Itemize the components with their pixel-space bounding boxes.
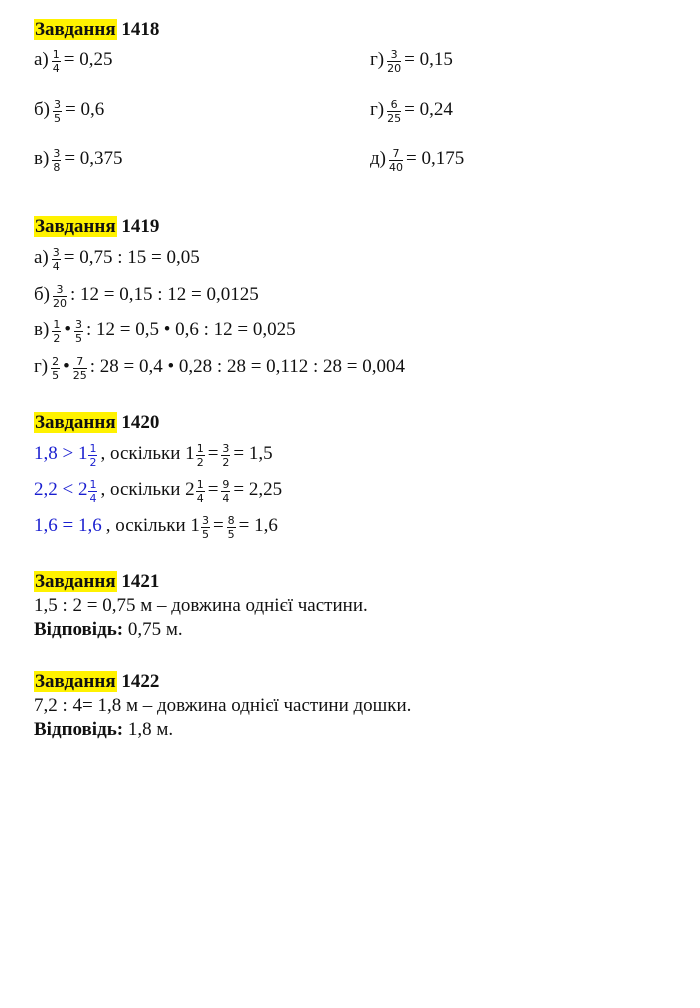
denominator: 5: [54, 111, 61, 125]
expression: : 28 = 0,4 • 0,28 : 28 = 0,112 : 28 = 0,004: [89, 356, 405, 377]
fraction: [387, 99, 401, 124]
fraction: [221, 479, 230, 504]
heading-word: Завдання: [35, 216, 116, 237]
numerator: 7: [76, 354, 84, 368]
comparison: [34, 442, 100, 467]
fraction: [74, 319, 83, 344]
fraction: [52, 319, 61, 344]
answer-label: Відповідь:: [34, 719, 124, 740]
equals: =: [212, 515, 224, 536]
result: = 1,6: [238, 515, 278, 536]
equals: =: [207, 479, 219, 500]
numerator: 9: [222, 477, 230, 491]
task-1419-item-b: [34, 282, 259, 308]
denominator: 25: [387, 111, 402, 125]
numerator: 3: [74, 317, 82, 331]
fraction: [52, 49, 61, 74]
equals: =: [207, 443, 219, 464]
item-label: в): [34, 319, 50, 340]
fraction: [389, 148, 403, 173]
fraction: [52, 148, 61, 173]
comparison: [34, 478, 100, 503]
task-1418-item-c: [34, 146, 123, 172]
expression: : 12 = 0,15 : 12 = 0,0125: [70, 284, 259, 305]
multiply-dot: •: [64, 319, 71, 340]
result: = 0,375: [64, 148, 123, 169]
comparison-text: 2,2 < 2: [34, 479, 88, 500]
answer-value: 0,75 м.: [127, 619, 183, 640]
numerator: 2: [52, 354, 60, 368]
denominator: 4: [89, 491, 97, 505]
numerator: 1: [89, 477, 97, 491]
task-1419-item-d: [34, 354, 405, 380]
heading-word: Завдання: [35, 19, 116, 40]
denominator: 2: [89, 455, 97, 469]
fraction: [88, 479, 97, 504]
item-label: г): [34, 356, 49, 377]
result: = 1,5: [233, 443, 273, 464]
denominator: 20: [53, 296, 67, 310]
task-1420-line-1: [34, 441, 273, 467]
result: = 0,175: [406, 148, 465, 169]
fraction: [73, 356, 87, 381]
fraction: [196, 479, 205, 504]
task-number: 1418: [121, 19, 160, 40]
denominator: 4: [52, 61, 60, 75]
task-1420-line-2: [34, 477, 282, 503]
numerator: 3: [222, 441, 230, 455]
task-1422-heading: [34, 671, 159, 693]
denominator: 5: [74, 331, 82, 345]
task-1418-item-d: [370, 47, 453, 73]
task-1421-solution: 1,5 : 2 = 0,75 м – довжина однієї частини.: [34, 595, 368, 616]
fraction: [52, 247, 61, 272]
denominator: 8: [53, 160, 61, 174]
multiply-dot: •: [63, 356, 70, 377]
task-number: 1419: [121, 216, 160, 237]
item-label: д): [370, 148, 386, 169]
numerator: 1: [196, 441, 204, 455]
denominator: 40: [389, 160, 403, 174]
explanation: , оскільки 1: [105, 515, 200, 536]
item-label: г): [370, 49, 385, 70]
item-label: а): [34, 247, 49, 268]
fraction: [227, 515, 236, 540]
numerator: 3: [201, 513, 209, 527]
item-label: г): [370, 99, 385, 120]
fraction: [387, 49, 401, 74]
task-1422-answer: [34, 719, 173, 741]
denominator: 5: [201, 527, 209, 541]
numerator: 1: [196, 477, 204, 491]
denominator: 4: [196, 491, 204, 505]
result: = 0,15: [404, 49, 453, 70]
fraction: [201, 515, 210, 540]
fraction: [53, 99, 62, 124]
result: = 0,24: [404, 99, 453, 120]
denominator: 4: [222, 491, 230, 505]
fraction: [221, 443, 230, 468]
numerator: 3: [390, 47, 398, 61]
explanation: , оскільки 2: [100, 479, 195, 500]
denominator: 2: [53, 331, 61, 345]
fraction: [88, 443, 97, 468]
numerator: 3: [52, 245, 60, 259]
result: = 0,25: [63, 49, 113, 70]
task-1418-heading: [34, 19, 159, 41]
task-1418-item-f: [370, 146, 464, 172]
numerator: 3: [54, 97, 61, 111]
task-number: 1422: [121, 671, 160, 692]
task-1418-item-e: [370, 97, 453, 123]
expression: : 12 = 0,5 • 0,6 : 12 = 0,025: [85, 319, 296, 340]
denominator: 2: [196, 455, 204, 469]
heading-word: Завдання: [35, 412, 116, 433]
task-1419-item-a: [34, 245, 200, 271]
denominator: 5: [52, 368, 60, 382]
fraction: [53, 284, 67, 309]
answer-value: 1,8 м.: [127, 719, 174, 740]
numerator: 1: [53, 317, 61, 331]
result: = 0,6: [65, 99, 105, 120]
item-label: б): [34, 284, 50, 305]
task-number: 1421: [121, 571, 160, 592]
comparison-text: 1,8 > 1: [34, 443, 88, 464]
item-label: в): [34, 148, 50, 169]
answer-label: Відповідь:: [34, 619, 124, 640]
denominator: 20: [387, 61, 402, 75]
numerator: 1: [89, 441, 97, 455]
task-1420-line-3: [34, 513, 278, 539]
numerator: 3: [53, 146, 61, 160]
numerator: 6: [390, 97, 398, 111]
task-number: 1420: [121, 412, 160, 433]
task-1422-solution: 7,2 : 4= 1,8 м – довжина однієї частини дошки.: [34, 695, 412, 716]
fraction: [196, 443, 205, 468]
result: = 2,25: [233, 479, 283, 500]
numerator: 1: [52, 47, 60, 61]
explanation: , оскільки 1: [100, 443, 195, 464]
task-1420-heading: [34, 412, 159, 434]
fraction: [51, 356, 60, 381]
item-label: а): [34, 49, 49, 70]
heading-word: Завдання: [35, 571, 116, 592]
task-1418-item-a: [34, 47, 112, 73]
task-1419-heading: [34, 216, 159, 238]
denominator: 5: [227, 527, 235, 541]
item-label: б): [34, 99, 50, 120]
task-1418-item-b: [34, 97, 104, 123]
denominator: 4: [52, 259, 60, 273]
task-1421-answer: [34, 619, 183, 641]
comparison-text: 1,6 = 1,6: [34, 515, 102, 536]
numerator: 7: [392, 146, 400, 160]
denominator: 2: [222, 455, 230, 469]
expression: = 0,75 : 15 = 0,05: [63, 247, 200, 268]
denominator: 25: [72, 368, 87, 382]
numerator: 8: [227, 513, 235, 527]
numerator: 3: [56, 282, 64, 296]
task-1419-item-c: [34, 317, 296, 343]
task-1421-heading: [34, 571, 159, 593]
heading-word: Завдання: [35, 671, 116, 692]
